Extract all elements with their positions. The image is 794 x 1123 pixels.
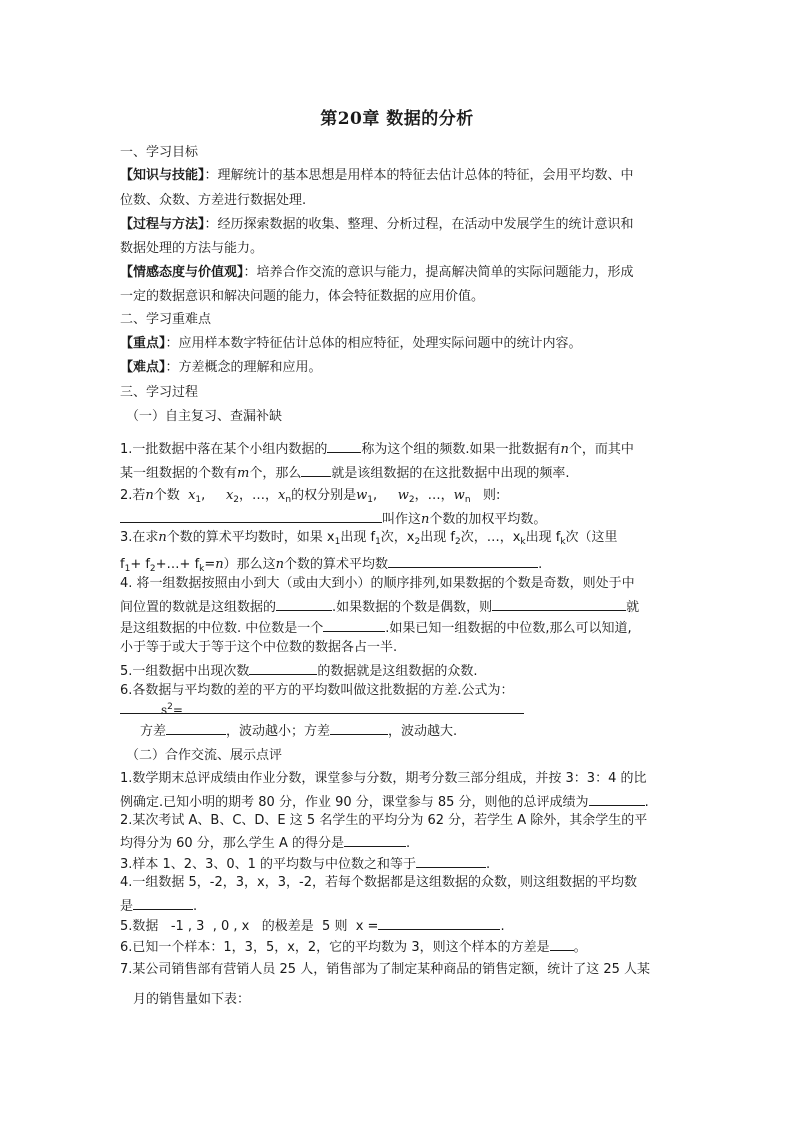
practice-7: 7.某公司销售部有营销人员 25 人，销售部为了制定某种商品的销售定额，统计了这 25 人某 — [120, 962, 651, 977]
q-text: 5.数据 — [120, 919, 159, 934]
key-point — [120, 334, 680, 354]
key-text: ：应用样本数字特征估计总体的相应特征，处理实际问题中的统计内容。 — [165, 336, 582, 351]
q-text: 个数 — [153, 488, 180, 503]
q-text: 3.在求 — [120, 530, 159, 545]
q-text: 个，那么 — [249, 466, 302, 481]
section-heading: 三、学习过程 — [120, 385, 199, 400]
answer-blank[interactable] — [550, 936, 574, 951]
subscript: 1 — [195, 495, 202, 505]
q-text: = — [204, 557, 216, 572]
var-n: n — [158, 530, 167, 545]
superscript: 2 — [167, 702, 173, 712]
q-text: 1.一批数据中落在某个小组内数据的 — [120, 442, 328, 457]
diff-text: ：方差概念的理解和应用。 — [165, 360, 322, 375]
var-n: n — [275, 557, 285, 572]
q-text: 2.若 — [120, 488, 146, 503]
equals-sign: = — [172, 703, 183, 717]
goal-text: ：经历探索数据的收集、整理、分析过程，在活动中发展学生的统计意识和 — [204, 217, 634, 232]
q-text: 的极差是 — [261, 919, 314, 934]
q-text: x = — [355, 919, 379, 934]
q-text: 个数的算术平均数 — [284, 557, 389, 572]
q-text: 是 — [120, 899, 134, 914]
question-1 — [120, 438, 680, 458]
section-heading: 二、学习重难点 — [120, 312, 212, 327]
q-text: 的数据就是这组数据的众数. — [317, 664, 478, 679]
q-text: 出现 f — [420, 530, 455, 545]
q-text: 就 — [626, 600, 640, 615]
var-n: n — [145, 488, 154, 503]
question-5 — [120, 660, 680, 680]
var-m: m — [237, 466, 250, 481]
subscript: k — [560, 537, 566, 547]
var-w: w — [397, 488, 409, 503]
q-text: 出现 f — [525, 530, 561, 545]
answer-blank[interactable] — [133, 895, 193, 910]
q-text: ，…， — [414, 488, 454, 503]
var-n: n — [215, 557, 224, 572]
q-text: 次，x — [380, 530, 415, 545]
q-text: 次，…，x — [460, 530, 521, 545]
q-text: .如果数据的个数是偶数，则 — [332, 600, 493, 615]
subscript: 2 — [414, 537, 421, 547]
var-w: w — [356, 488, 368, 503]
var-n: n — [560, 442, 569, 457]
practice-5 — [120, 915, 680, 935]
answer-blank[interactable] — [166, 720, 226, 735]
question-4-cont: 小于等于或大于等于这个中位数的数据各占一半. — [120, 640, 398, 655]
question-2: 2.若n个数 $x_1$, $x_2$，…，$x_n$的权分别是$w_1$, $w_2$，…，$w_n$ 则: — [120, 488, 501, 505]
question-6-cont — [140, 720, 700, 740]
question-3 — [120, 528, 680, 548]
practice-4: 4.一组数据 5，-2，3，x，3，-2，若每个数据都是这组数据的众数，则这组数据的平均数 — [120, 875, 637, 890]
q-text: 个数的加权平均数。 — [429, 512, 547, 527]
var-w: w — [453, 488, 465, 503]
q-text: 次（这里 — [565, 530, 618, 545]
answer-blank[interactable] — [276, 596, 332, 611]
q-text: 某一组数据的个数有 — [120, 466, 238, 481]
practice-3 — [120, 853, 680, 873]
subscript: k — [520, 537, 526, 547]
q-text: 的权分别是 — [291, 488, 357, 503]
q-text: f — [120, 557, 125, 572]
q-text: 均得分为 60 分，那么学生 A 的得分是 — [120, 836, 344, 851]
q-text: 叫作这 — [382, 512, 422, 527]
subscript: 1 — [375, 537, 381, 547]
goal-knowledge-cont: 位数、众数、方差进行数据处理. — [120, 193, 307, 208]
part-heading: （一）自主复习、查漏补缺 — [126, 409, 283, 424]
q-text: 。 — [573, 940, 587, 955]
practice-1: 1.数学期末总评成绩由作业分数，课堂参与分数，期考分数三部分组成，并按 3：3：4 的比 — [120, 771, 647, 786]
q-text: .如果已知一组数据的中位数,那么可以知道, — [385, 621, 632, 636]
subscript: 2 — [454, 537, 461, 547]
goal-attitude-cont: 一定的数据意识和解决问题的能力，体会特征数据的应用价值。 — [120, 289, 485, 304]
answer-blank[interactable] — [492, 596, 626, 611]
answer-blank[interactable] — [378, 915, 500, 930]
q-text: 个数的算术平均数时，如果 x — [166, 530, 335, 545]
part-heading: （二）合作交流、展示点评 — [126, 748, 283, 763]
var-s: s — [161, 703, 168, 717]
subscript: 1 — [367, 495, 373, 505]
practice-2-cont — [120, 832, 680, 852]
practice-4-cont — [120, 895, 680, 915]
answer-blank[interactable] — [120, 508, 382, 523]
question-2-cont — [120, 508, 680, 528]
practice-2: 2.某次考试 A、B、C、D、E 这 5 名学生的平均分为 62 分，若学生 A 除外，其余学生的平 — [120, 813, 648, 828]
goal-tag: 【过程与方法】 — [120, 217, 205, 232]
q-text: 6.已知一个样本：1，3，5，x，2，它的平均数为 3，则这个样本的方差是 — [120, 940, 550, 955]
q-text: 就是该组数据的在这批数据中出现的频率. — [331, 466, 570, 481]
answer-blank[interactable] — [327, 438, 361, 453]
q-text: ）那么这 — [223, 557, 276, 572]
goal-knowledge — [120, 166, 680, 186]
goal-text: ：培养合作交流的意识与能力，提高解决简单的实际问题能力，形成 — [243, 265, 634, 280]
practice-1-cont — [120, 791, 680, 811]
q-text: 3.样本 1、2、3、0、1 的平均数与中位数之和等于 — [120, 857, 417, 872]
var-x: x — [278, 488, 286, 503]
q-text: . — [486, 857, 491, 872]
q-text: . — [538, 557, 543, 572]
answer-blank[interactable] — [344, 832, 406, 847]
question-4: 4. 将一组数据按照由小到大（或由大到小）的顺序排列,如果数据的个数是奇数，则处于中 — [120, 576, 635, 591]
question-6: 6.各数据与平均数的差的平方的平均数叫做这批数据的方差.公式为： — [120, 683, 514, 698]
practice-6 — [120, 936, 680, 956]
q-text: ，波动越大. — [388, 724, 458, 739]
subscript: k — [199, 564, 205, 574]
goal-tag: 【知识与技能】 — [120, 168, 205, 183]
section-heading: 一、学习目标 — [120, 145, 199, 160]
diff-tag: 【难点】 — [120, 360, 166, 375]
subscript: 2 — [149, 564, 156, 574]
formula-answer-line[interactable] — [120, 713, 524, 714]
subscript: n — [285, 495, 292, 505]
goal-process — [120, 215, 680, 235]
answer-blank[interactable] — [330, 720, 388, 735]
question-4-cont — [120, 596, 680, 616]
q-text: 是这组数据的中位数. 中位数是一个 — [120, 621, 324, 636]
subscript: 2 — [408, 495, 415, 505]
subscript: 2 — [233, 495, 240, 505]
q-text: 5.一组数据中出现次数 — [120, 664, 250, 679]
q-text: 方差 — [140, 724, 167, 739]
question-1-cont — [120, 462, 680, 482]
q-text: 间位置的数就是这组数据的 — [120, 600, 277, 615]
q-text: 出现 f — [340, 530, 376, 545]
q-text: 5 则 — [322, 919, 348, 934]
q-text: ，波动越小；方差 — [226, 724, 331, 739]
question-3-cont — [120, 553, 680, 573]
var-x: x — [225, 488, 234, 503]
subscript: n — [464, 495, 471, 505]
answer-blank[interactable] — [589, 791, 645, 806]
q-text: . — [644, 795, 649, 810]
q-text: . — [500, 919, 505, 934]
key-tag: 【重点】 — [120, 336, 166, 351]
question-4-cont — [120, 617, 680, 637]
q-text: -1 , 3 — [170, 919, 205, 934]
goal-text: ：理解统计的基本思想是用样本的特征去估计总体的特征，会用平均数、中 — [204, 168, 634, 183]
q-text: 个，而其中 — [568, 442, 634, 457]
q-text: ，…， — [239, 488, 279, 503]
answer-blank[interactable] — [323, 617, 385, 632]
answer-blank[interactable] — [249, 660, 317, 675]
var-n: n — [421, 512, 430, 527]
difficult-point — [120, 358, 680, 378]
goal-process-cont: 数据处理的方法与能力。 — [120, 241, 264, 256]
q-text: 则: — [482, 488, 501, 503]
q-text: , 0 , x — [212, 919, 250, 934]
answer-blank[interactable] — [388, 553, 538, 568]
q-text: + f — [130, 557, 150, 572]
q-text: +…+ f — [155, 557, 200, 572]
answer-blank[interactable] — [416, 853, 486, 868]
q-text: 例确定.已知小明的期考 80 分，作业 90 分，课堂参与 85 分，则他的总评成绩为 — [120, 795, 589, 810]
goal-attitude — [120, 263, 680, 283]
q-text: . — [405, 836, 411, 851]
subscript: 1 — [334, 537, 341, 547]
q-text: . — [193, 899, 198, 914]
subscript: 1 — [124, 564, 131, 574]
practice-7-cont: 月的销售量如下表： — [133, 992, 251, 1007]
q-text: 称为这个组的频数.如果一批数据有 — [361, 442, 561, 457]
page-title: 第20章 数据的分析 — [320, 109, 474, 129]
goal-tag: 【情感态度与价值观】 — [120, 265, 244, 280]
answer-blank[interactable] — [301, 462, 331, 477]
var-x: x — [188, 488, 196, 503]
